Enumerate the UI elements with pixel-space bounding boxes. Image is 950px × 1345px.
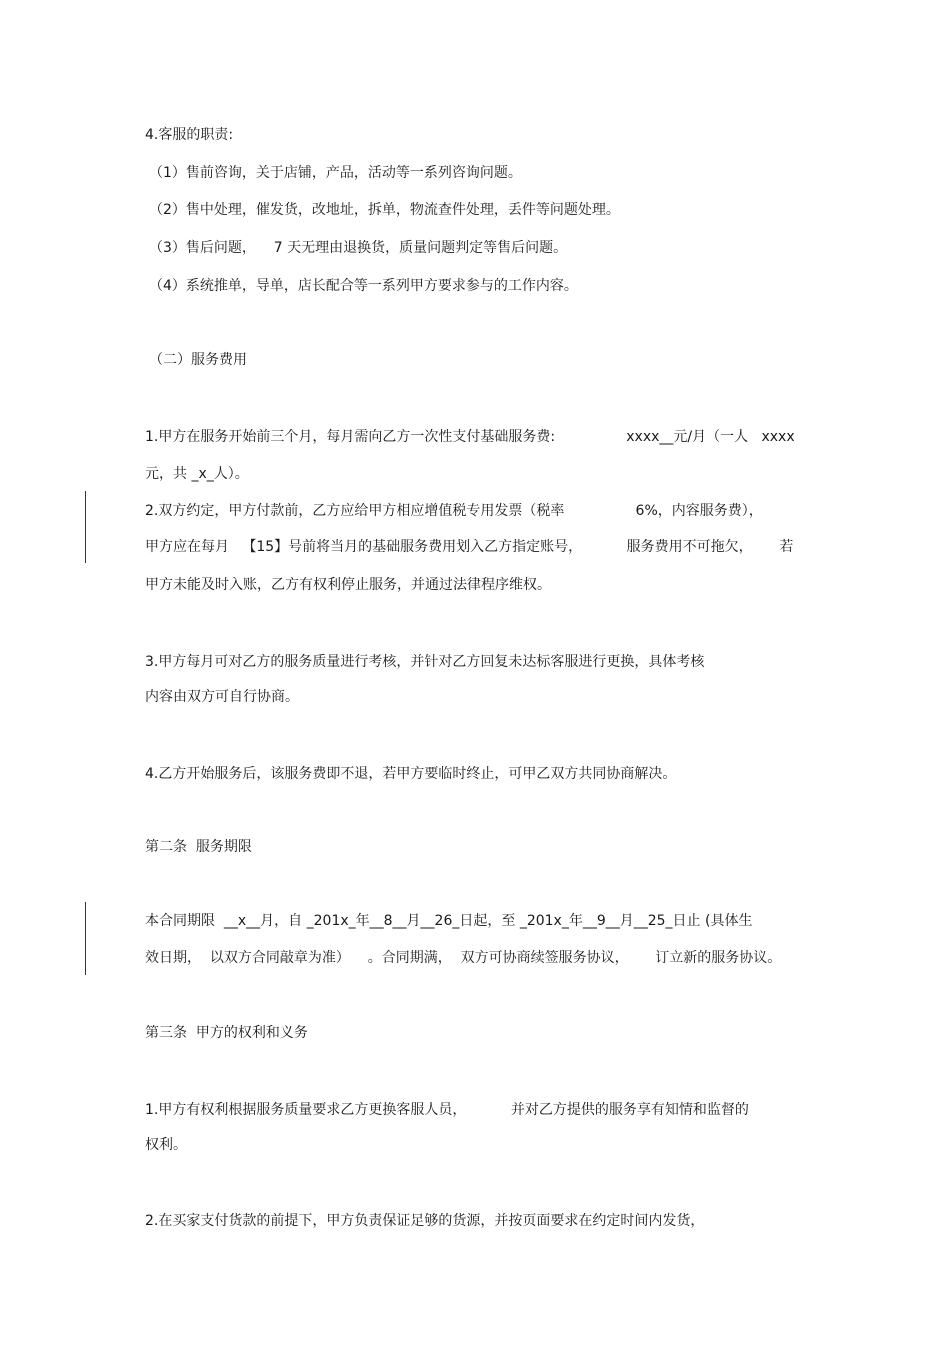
fees-heading: （二）服务费用 — [149, 352, 247, 368]
duty-item: （1）售前咨询，关于店铺，产品，活动等一系列咨询问题。 — [149, 165, 522, 181]
fees-paragraph-3: 3.甲方每月可对乙方的服务质量进行考核，并针对乙方回复未达标客服进行更换，具体考核 — [145, 654, 705, 670]
term-paragraph: 本合同期限 __x__月，自 _201x_年__8__月__26_日起，至 _201x_年__9__月__25_日止 (具体生 — [145, 913, 753, 929]
duty-item: （4）系统推单，导单，店长配合等一系列甲方要求参与的工作内容。 — [149, 278, 578, 294]
term-paragraph: 效日期， 以双方合同敲章为准） 。合同期满， 双方可协商续签服务协议， 订立新的服务协议。 — [145, 950, 782, 966]
duties-heading: 4.客服的职责: — [145, 127, 234, 143]
fees-paragraph-2: 甲方未能及时入账，乙方有权利停止服务，并通过法律程序维权。 — [145, 577, 551, 593]
revision-bar — [85, 491, 86, 563]
term-heading: 第二条 服务期限 — [145, 839, 252, 855]
duty-item: （3）售后问题， 7 天无理由退换货，质量问题判定等售后问题。 — [149, 240, 568, 256]
fees-paragraph-2: 甲方应在每月 【15】号前将当月的基础服务费用划入乙方指定账号， 服务费用不可拖欠， 若 — [145, 539, 794, 555]
rights-paragraph-1: 1.甲方有权利根据服务质量要求乙方更换客服人员， 并对乙方提供的服务享有知情和监督的 — [145, 1102, 749, 1118]
rights-paragraph-1: 权利。 — [145, 1137, 187, 1153]
fees-paragraph-1: 元，共 _x_人）。 — [145, 466, 249, 482]
revision-bar — [85, 902, 86, 975]
fees-paragraph-2: 2.双方约定，甲方付款前，乙方应给甲方相应增值税专用发票（税率 6%，内容服务费）， — [145, 503, 763, 519]
fees-paragraph-4: 4.乙方开始服务后，该服务费即不退，若甲方要临时终止，可甲乙双方共同协商解决。 — [145, 766, 677, 782]
rights-paragraph-2: 2.在买家支付货款的前提下，甲方负责保证足够的货源，并按页面要求在约定时间内发货， — [145, 1213, 705, 1229]
fees-paragraph-3: 内容由双方可自行协商。 — [145, 689, 299, 705]
duty-item: （2）售中处理，催发货，改地址，拆单，物流查件处理，丢件等问题处理。 — [149, 202, 620, 218]
fees-paragraph-1: 1.甲方在服务开始前三个月，每月需向乙方一次性支付基础服务费: xxxx__元/月（一人 xxxx — [145, 429, 795, 445]
rights-heading: 第三条 甲方的权利和义务 — [145, 1025, 308, 1041]
